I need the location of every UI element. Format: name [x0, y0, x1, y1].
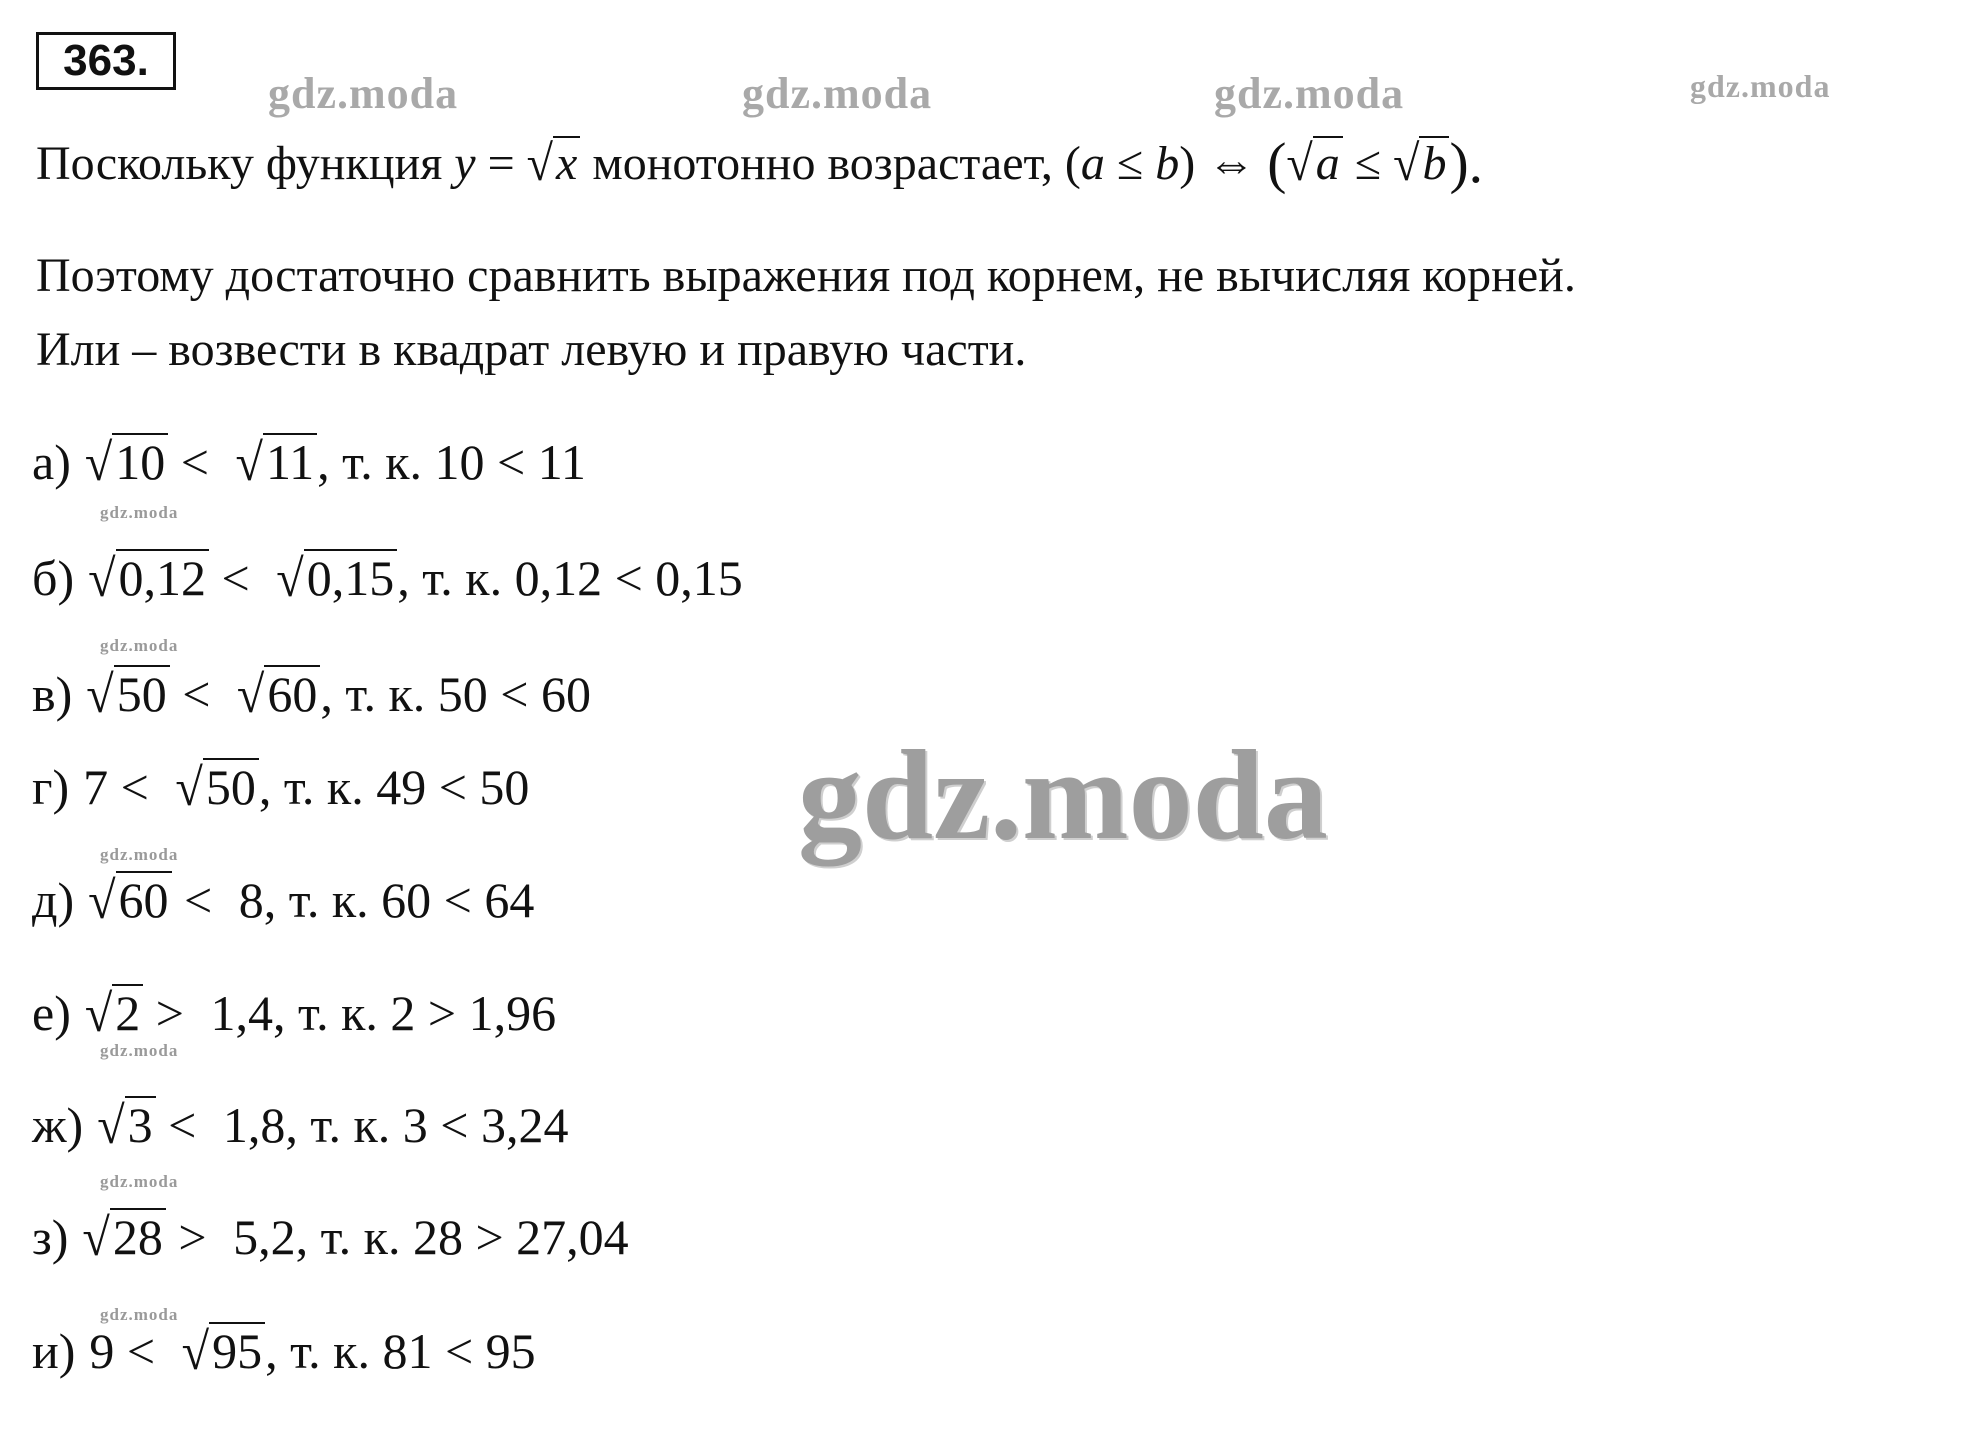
comparison-operator: < — [155, 1097, 209, 1153]
item-label: б) — [32, 550, 75, 606]
math-var: b — [1155, 137, 1180, 191]
radicand: 60 — [116, 871, 172, 925]
reason-text: , т. к. 0,12 < 0,15 — [397, 550, 743, 606]
sqrt-sign: √ — [526, 135, 553, 192]
item-label: в) — [32, 666, 73, 722]
watermark-text: gdz.moda — [742, 69, 933, 118]
watermark-text: gdz.moda — [268, 69, 459, 118]
watermark-text: gdz.moda — [100, 503, 179, 522]
item-label: ж) — [32, 1097, 84, 1153]
right-value: 1,4 — [210, 985, 273, 1041]
sqrt-expression — [276, 548, 397, 608]
sqrt-expression — [1286, 136, 1342, 192]
radicand: 95 — [209, 1322, 265, 1376]
sqrt-sign: √ — [175, 757, 203, 817]
intro-text: Поскольку функция — [36, 137, 455, 191]
watermark-text: gdz.moda — [100, 1305, 179, 1324]
sqrt-sign: √ — [236, 664, 265, 724]
reason-text: , т. к. 2 > 1,96 — [273, 985, 557, 1041]
comparison-operator: < — [114, 1323, 168, 1379]
sqrt-expression — [236, 432, 318, 492]
comparison-item — [32, 548, 743, 608]
comparison-item — [32, 757, 529, 817]
watermark-large: gdz.moda — [798, 724, 1328, 866]
radicand: 50 — [114, 665, 170, 719]
item-label: д) — [32, 872, 75, 928]
sqrt-sign: √ — [82, 1207, 110, 1267]
watermark-text: gdz.moda — [100, 845, 179, 864]
reason-text: , т. к. 81 < 95 — [265, 1323, 536, 1379]
sqrt-sign: √ — [97, 1095, 125, 1155]
item-label: е) — [32, 985, 71, 1041]
right-value: 1,8 — [222, 1097, 286, 1153]
radicand: b — [1419, 136, 1449, 188]
sqrt-expression — [88, 870, 171, 930]
right-value: 8 — [238, 872, 264, 928]
comparison-operator: < — [171, 872, 225, 928]
sqrt-expression — [237, 664, 320, 724]
item-label: и) — [32, 1323, 76, 1379]
sqrt-expression — [85, 432, 168, 492]
radicand: 2 — [112, 984, 143, 1038]
sqrt-expression — [1393, 136, 1449, 192]
sqrt-sign: √ — [276, 548, 304, 608]
sqrt-sign: √ — [1286, 135, 1313, 192]
radicand: 50 — [203, 758, 259, 812]
comparison-operator: > — [165, 1209, 220, 1265]
comparison-item — [32, 870, 534, 930]
sqrt-sign: √ — [88, 870, 116, 930]
radicand: x — [553, 136, 580, 188]
watermark-text: gdz.moda — [1214, 69, 1405, 118]
reason-text: , т. к. 28 > 27,04 — [295, 1209, 629, 1265]
watermark-text: gdz.moda — [100, 1041, 179, 1060]
watermark-text: gdz.moda — [1690, 68, 1831, 104]
comparison-operator: < — [209, 550, 263, 606]
intro-line-1 — [36, 132, 1484, 195]
reason-text: , т. к. 10 < 11 — [317, 434, 586, 490]
sqrt-expression — [82, 1207, 165, 1267]
intro-line-2: Поэтому достаточно сравнить выражения под корнем, не вычисляя корней. — [36, 249, 1576, 302]
radicand: 0,12 — [116, 549, 210, 603]
sqrt-expression — [85, 983, 143, 1043]
intro-text: монотонно возрастает, ( — [580, 137, 1081, 191]
radicand: a — [1313, 136, 1343, 188]
sqrt-expression — [88, 548, 209, 608]
comparison-operator: > — [143, 985, 197, 1041]
comparison-item — [32, 664, 591, 724]
problem-number-box: 363. — [36, 32, 176, 90]
math-var: a — [1080, 137, 1105, 191]
watermark-text: gdz.moda — [100, 636, 179, 655]
right-value: 5,2 — [233, 1209, 296, 1265]
radicand: 11 — [263, 433, 317, 487]
math-op: = — [475, 137, 527, 191]
sqrt-sign: √ — [84, 983, 113, 1043]
comparison-operator: < — [169, 666, 223, 722]
math-op: ) ⇔ — [1179, 137, 1268, 191]
radicand: 3 — [125, 1096, 156, 1150]
math-var: y — [454, 137, 476, 191]
radicand: 10 — [112, 433, 168, 487]
comparison-item — [32, 432, 586, 492]
left-value: 9 — [89, 1323, 115, 1379]
paren: ). — [1449, 132, 1484, 195]
item-label: а) — [32, 434, 71, 490]
comparison-item — [32, 1321, 536, 1381]
radicand: 60 — [264, 665, 320, 719]
sqrt-sign: √ — [1393, 135, 1420, 192]
comparison-operator: < — [168, 434, 222, 490]
comparison-item — [32, 983, 556, 1043]
sqrt-sign: √ — [86, 664, 114, 724]
sqrt-sign: √ — [235, 432, 263, 492]
radicand: 28 — [110, 1208, 166, 1262]
reason-text: , т. к. 50 < 60 — [320, 666, 591, 722]
sqrt-expression — [175, 757, 258, 817]
item-label: г) — [32, 759, 70, 815]
radicand: 0,15 — [304, 549, 398, 603]
left-value: 7 — [83, 759, 109, 815]
sqrt-sign: √ — [88, 548, 116, 608]
intro-line-3: Или – возвести в квадрат левую и правую части. — [36, 323, 1027, 376]
sqrt-expression — [182, 1321, 265, 1381]
math-op: ≤ — [1104, 137, 1156, 191]
comparison-operator: < — [108, 759, 162, 815]
comparison-item — [32, 1207, 629, 1267]
reason-text: , т. к. 3 < 3,24 — [285, 1097, 569, 1153]
math-op: ≤ — [1342, 137, 1394, 191]
item-label: з) — [32, 1209, 69, 1265]
sqrt-sign: √ — [84, 432, 113, 492]
sqrt-expression — [527, 136, 581, 192]
sqrt-expression — [97, 1095, 155, 1155]
reason-text: , т. к. 60 < 64 — [263, 872, 535, 928]
reason-text: , т. к. 49 < 50 — [258, 759, 530, 815]
comparison-item — [32, 1095, 568, 1155]
sqrt-sign: √ — [181, 1321, 210, 1381]
watermark-text: gdz.moda — [100, 1172, 179, 1191]
paren: ( — [1267, 132, 1287, 195]
sqrt-expression — [86, 664, 169, 724]
